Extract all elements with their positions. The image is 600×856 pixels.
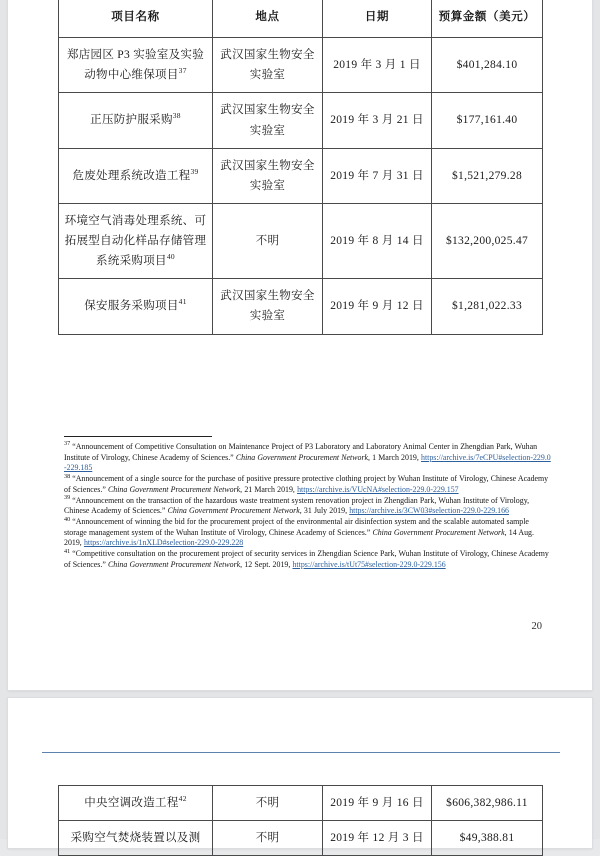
project-name-text: 保安服务采购项目 — [84, 300, 179, 313]
document-page-21 — [8, 698, 592, 848]
cell-amount: $1,281,022.33 — [432, 279, 543, 334]
footnote-link[interactable]: https://archive.is/VUcNA#selection-229.0-229.157 — [297, 484, 459, 494]
footnote-text: “Announcement of winning the bid for the procurement project of the environmental air disinfection system and the scalable automated sample storage management system of the Wuhan Institute of Virology, Chinese Academy of Sciences.” — [64, 517, 529, 537]
cell-amount: $132,200,025.47 — [432, 203, 543, 278]
footnote-number: 37 — [64, 440, 71, 448]
column-header-date: 日期 — [323, 0, 432, 38]
footnote-separator-rule — [64, 436, 212, 437]
cell-location: 不明 — [213, 786, 323, 821]
footnote-marker[interactable]: 38 — [172, 111, 181, 121]
project-name-text: 郑店园区 P3 实验室及实验动物中心维保项目 — [66, 49, 205, 82]
column-header-project-name: 项目名称 — [59, 0, 213, 38]
cell-location: 武汉国家生物安全实验室 — [213, 279, 323, 334]
footnote-marker[interactable]: 39 — [190, 166, 199, 176]
footnote-number: 39 — [64, 494, 71, 502]
footnote-link[interactable]: https://archive.is/3CW03#selection-229.0-229.166 — [349, 506, 509, 516]
footnote-link[interactable]: https://archive.is/1nXLD#selection-229.0-229.228 — [83, 538, 244, 548]
header-divider-rule — [42, 752, 560, 753]
cell-date: 2019 年 7 月 31 日 — [323, 148, 432, 203]
column-header-location: 地点 — [213, 0, 323, 38]
cell-amount: $606,382,986.11 — [432, 786, 543, 821]
cell-date: 2019 年 3 月 1 日 — [323, 38, 432, 93]
footnote-text: “Announcement on the transaction of the hazardous waste treatment system renovation project in Zhengdian Park, Wuhan Institute of Virology, Chinese Academy of Sciences.” — [64, 495, 530, 516]
footnote-link[interactable]: https://archive.is/tUt75#selection-229.0-229.156 — [292, 560, 446, 570]
procurement-table-continued — [58, 785, 543, 856]
cell-location: 不明 — [213, 203, 323, 278]
footnotes-section — [64, 436, 552, 571]
table-row — [59, 203, 543, 278]
table-row — [59, 821, 543, 856]
footnote-40 — [64, 517, 552, 549]
page-number: 20 — [531, 621, 542, 632]
cell-project-name — [59, 38, 213, 93]
table-row — [59, 148, 543, 203]
footnote-39 — [64, 496, 552, 517]
cell-amount: $177,161.40 — [432, 93, 543, 148]
project-name-text: 危废处理系统改造工程 — [72, 169, 191, 182]
footnote-publication: China Government Procurement Network — [108, 560, 241, 570]
footnote-date: , 21 March 2019, — [240, 484, 298, 494]
table-row — [59, 786, 543, 821]
column-header-amount: 预算金额（美元） — [432, 0, 543, 38]
cell-project-name — [59, 203, 213, 278]
footnote-marker[interactable]: 42 — [178, 794, 187, 804]
cell-project-name — [59, 279, 213, 334]
footnote-41 — [64, 549, 552, 570]
footnote-publication: China Government Procurement Network — [372, 527, 505, 537]
cell-project-name — [59, 821, 213, 856]
document-page-20 — [8, 0, 592, 690]
project-name-text: 正压防护服采购 — [90, 114, 173, 127]
footnote-publication: China Government Procurement Network — [235, 452, 369, 462]
cell-date: 2019 年 9 月 12 日 — [323, 279, 432, 334]
footnote-38 — [64, 474, 552, 495]
cell-date: 2019 年 12 月 3 日 — [323, 821, 432, 856]
footnote-number: 40 — [64, 515, 71, 523]
cell-project-name — [59, 93, 213, 148]
cell-project-name — [59, 148, 213, 203]
cell-location: 武汉国家生物安全实验室 — [213, 93, 323, 148]
cell-amount: $401,284.10 — [432, 38, 543, 93]
cell-date: 2019 年 8 月 14 日 — [323, 203, 432, 278]
procurement-table — [58, 0, 543, 335]
project-name-text: 环境空气消毒处理系统、可拓展型自动化样品存储管理系统采购项目 — [64, 214, 207, 268]
cell-date: 2019 年 3 月 21 日 — [323, 93, 432, 148]
footnote-text: “Announcement of a single source for the purchase of positive pressure protective clothing project by Wuhan Institute of Virology, Chinese Academy of Sciences.” — [64, 474, 549, 494]
footnote-date: , 14 Aug. 2019, — [64, 527, 534, 548]
footnote-number: 41 — [64, 547, 71, 555]
footnote-text: “Competitive consultation on the procurement project of security services in Zhengdian Science Park, Wuhan Institute of Virology, Chinese Academy of Sciences.” — [64, 549, 549, 570]
footnote-number: 38 — [64, 472, 71, 480]
table-row — [59, 93, 543, 148]
project-name-text: 采购空气焚烧装置以及测 — [70, 832, 201, 845]
cell-amount: $1,521,279.28 — [432, 148, 543, 203]
footnote-text: “Announcement of Competitive Consultation on Maintenance Project of P3 Laboratory and Laboratory Animal Center in Zhengdian Park, Wuhan Institute of Virology, Chinese Academy of Sciences.” — [64, 442, 538, 462]
table-row — [59, 279, 543, 334]
footnote-date: , 31 July 2019, — [299, 506, 350, 516]
footnote-marker[interactable]: 40 — [166, 252, 175, 262]
footnote-date: , 12 Sept. 2019, — [240, 560, 293, 570]
footnote-marker[interactable]: 37 — [178, 66, 187, 76]
cell-project-name — [59, 786, 213, 821]
cell-date: 2019 年 9 月 16 日 — [323, 786, 432, 821]
table-row — [59, 38, 543, 93]
footnote-link[interactable]: https://archive.is/7eCPU#selection-229.0-229.185 — [64, 452, 551, 473]
project-name-text: 中央空调改造工程 — [84, 797, 179, 809]
table-header-row — [59, 0, 543, 38]
footnote-37 — [64, 442, 552, 474]
footnote-date: , 1 March 2019, — [368, 452, 421, 462]
cell-amount: $49,388.81 — [432, 821, 543, 856]
footnote-marker[interactable]: 41 — [178, 297, 187, 307]
footnote-publication: China Government Procurement Network — [167, 506, 300, 516]
cell-location: 武汉国家生物安全实验室 — [213, 38, 323, 93]
cell-location: 不明 — [213, 821, 323, 856]
footnote-publication: China Government Procurement Network — [108, 484, 241, 494]
cell-location: 武汉国家生物安全实验室 — [213, 148, 323, 203]
